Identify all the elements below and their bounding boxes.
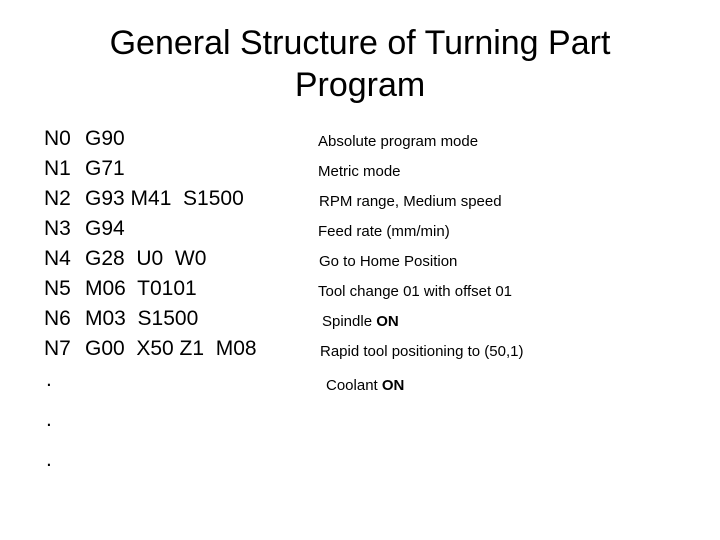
line-number: N3 (44, 217, 71, 240)
comment-tool-change: Tool change 01 with offset 01 (318, 283, 513, 300)
comment-spindle-on (322, 312, 399, 332)
line-code: M06 T0101 (85, 277, 197, 300)
line-code: M03 S1500 (85, 307, 199, 330)
comment-coolant-on (326, 376, 404, 396)
line-number: N7 (44, 337, 71, 360)
comment-text: Spindle (322, 313, 377, 330)
title-line-2: Program (294, 66, 426, 104)
title-line-1: General Structure of Turning Part (109, 24, 611, 62)
line-number: N0 (44, 127, 71, 150)
line-code: G28 U0 W0 (85, 247, 207, 270)
comment-feed-rate: Feed rate (mm/min) (318, 223, 450, 240)
line-code: G94 (85, 217, 125, 240)
line-number: N1 (44, 157, 71, 180)
ellipsis-dot: . (46, 448, 52, 471)
comment-home-position: Go to Home Position (319, 253, 458, 270)
comment-text: Coolant (326, 377, 382, 394)
comment-emphasis: ON (376, 313, 399, 330)
line-number: N4 (44, 247, 71, 270)
line-number: N2 (44, 187, 71, 210)
line-code: G93 M41 S1500 (85, 187, 244, 210)
line-code: G90 (85, 127, 125, 150)
comment-rpm-range: RPM range, Medium speed (319, 193, 502, 210)
ellipsis-dot: . (46, 408, 52, 431)
ellipsis-dot: . (46, 368, 52, 391)
line-number: N5 (44, 277, 71, 300)
comment-absolute-mode: Absolute program mode (318, 133, 479, 150)
slide-title (60, 22, 660, 106)
line-code: G71 (85, 157, 125, 180)
comment-rapid-positioning: Rapid tool positioning to (50,1) (320, 343, 524, 360)
comment-metric-mode: Metric mode (318, 163, 401, 180)
line-code: G00 X50 Z1 M08 (85, 337, 257, 360)
line-number: N6 (44, 307, 71, 330)
comment-emphasis: ON (381, 377, 405, 394)
